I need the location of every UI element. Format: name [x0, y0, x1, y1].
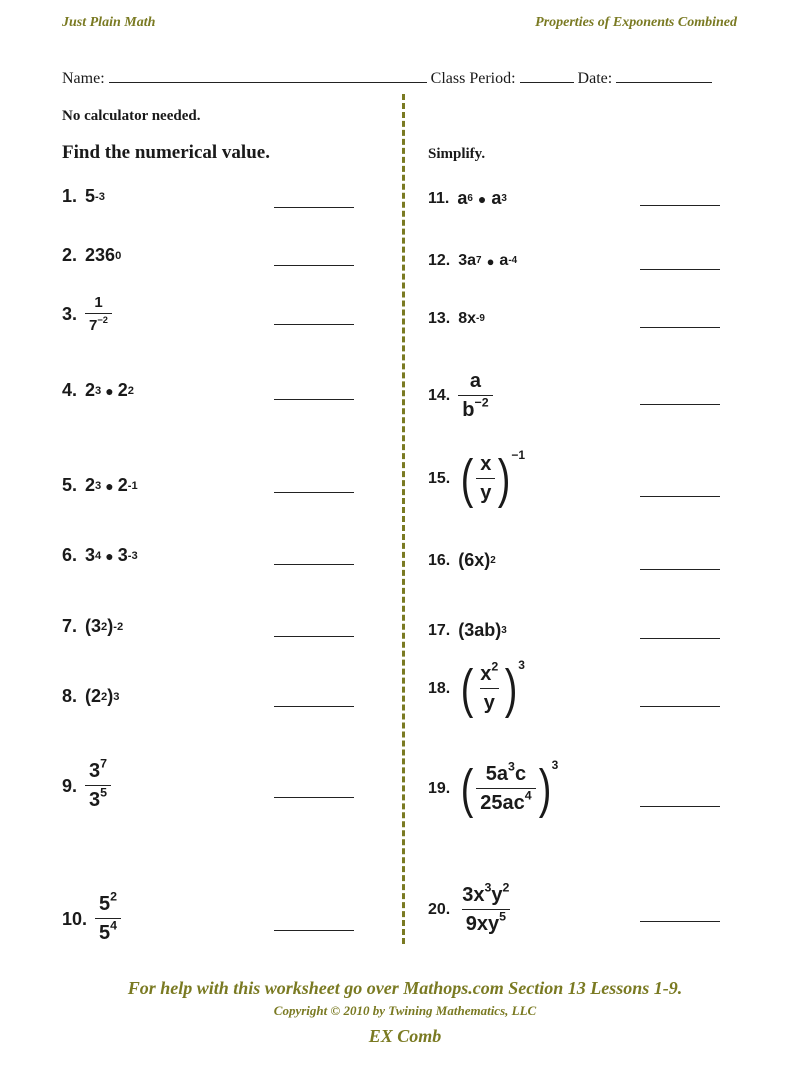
name-field[interactable] [109, 68, 427, 83]
answer-blank-19[interactable] [640, 806, 720, 807]
problem-2: 2. 236 0 [62, 245, 122, 265]
problem-18: 18. ( $\frac{x^2}{y}$ ) 3 [428, 658, 525, 719]
answer-blank-9[interactable] [274, 797, 354, 798]
problem-20: 20. $\frac{3x^3y^2}{9xy^5}$ [428, 880, 510, 935]
student-info-line [62, 68, 712, 88]
class-period-label: Class Period: [430, 70, 516, 87]
calculator-note: No calculator needed. [62, 108, 201, 124]
left-instructions: Find the numerical value. [62, 142, 270, 163]
problem-8: 8. (2 2 ) 3 [62, 686, 120, 706]
answer-blank-16[interactable] [640, 569, 720, 570]
answer-blank-17[interactable] [640, 638, 720, 639]
problem-3: 3. $\frac{1}{7^{-2}}$ [62, 294, 112, 334]
answer-blank-11[interactable] [640, 205, 720, 206]
problem-13: 13. 8x -9 [428, 310, 485, 327]
column-divider [402, 94, 405, 944]
problem-12: 12. 3a 7 ● a -4 [428, 252, 518, 269]
problem-16: 16. (6x) 2 [428, 550, 496, 570]
answer-blank-12[interactable] [640, 269, 720, 270]
help-footer: For help with this worksheet go over Mathops.com Section 13 Lessons 1-9. [127, 978, 683, 998]
problem-19: 19. ( $\frac{5a^3c}{25ac^4}$ ) 3 [428, 758, 559, 819]
answer-blank-6[interactable] [274, 564, 354, 565]
date-label: Date: [577, 70, 613, 87]
problem-6: 6. 3 4 ● 3 -3 [62, 545, 138, 565]
answer-blank-3[interactable] [274, 324, 354, 325]
answer-blank-20[interactable] [640, 921, 720, 922]
name-label: Name: [62, 70, 105, 87]
answer-blank-13[interactable] [640, 327, 720, 328]
problem-17: 17. (3ab) 3 [428, 620, 507, 640]
problem-7: 7. (3 2 ) -2 [62, 616, 124, 636]
class-period-field[interactable] [520, 68, 574, 83]
answer-blank-14[interactable] [640, 404, 720, 405]
problem-11: 11. a 6 ● a 3 [428, 188, 507, 208]
answer-blank-1[interactable] [274, 207, 354, 208]
problem-10: 10. $\frac{5^2}{5^4}$ [62, 893, 121, 945]
worksheet-code: EX Comb [368, 1026, 442, 1046]
answer-blank-10[interactable] [274, 930, 354, 931]
answer-blank-18[interactable] [640, 706, 720, 707]
answer-blank-7[interactable] [274, 636, 354, 637]
problem-1: 1. 5 -3 [62, 186, 105, 206]
problem-15: 15. ( $\frac{x}{y}$ ) −1 [428, 448, 526, 509]
answer-blank-8[interactable] [274, 706, 354, 707]
answer-blank-2[interactable] [274, 265, 354, 266]
problem-5: 5. 2 3 ● 2 -1 [62, 475, 138, 495]
answer-blank-5[interactable] [274, 492, 354, 493]
right-instructions: Simplify. [428, 146, 486, 162]
header-brand: Just Plain Math [62, 15, 156, 30]
problem-14: 14. $\frac{a}{b^{-2}}$ [428, 370, 493, 422]
date-field[interactable] [616, 68, 712, 83]
answer-blank-15[interactable] [640, 496, 720, 497]
problem-9: 9. $\frac{3^7}{3^5}$ [62, 760, 111, 812]
copyright-footer: Copyright © 2010 by Twining Mathematics, LLC [273, 1003, 537, 1018]
answer-blank-4[interactable] [274, 399, 354, 400]
header-title: Properties of Exponents Combined [535, 15, 737, 30]
problem-4: 4. 2 3 ● 2 2 [62, 380, 134, 400]
